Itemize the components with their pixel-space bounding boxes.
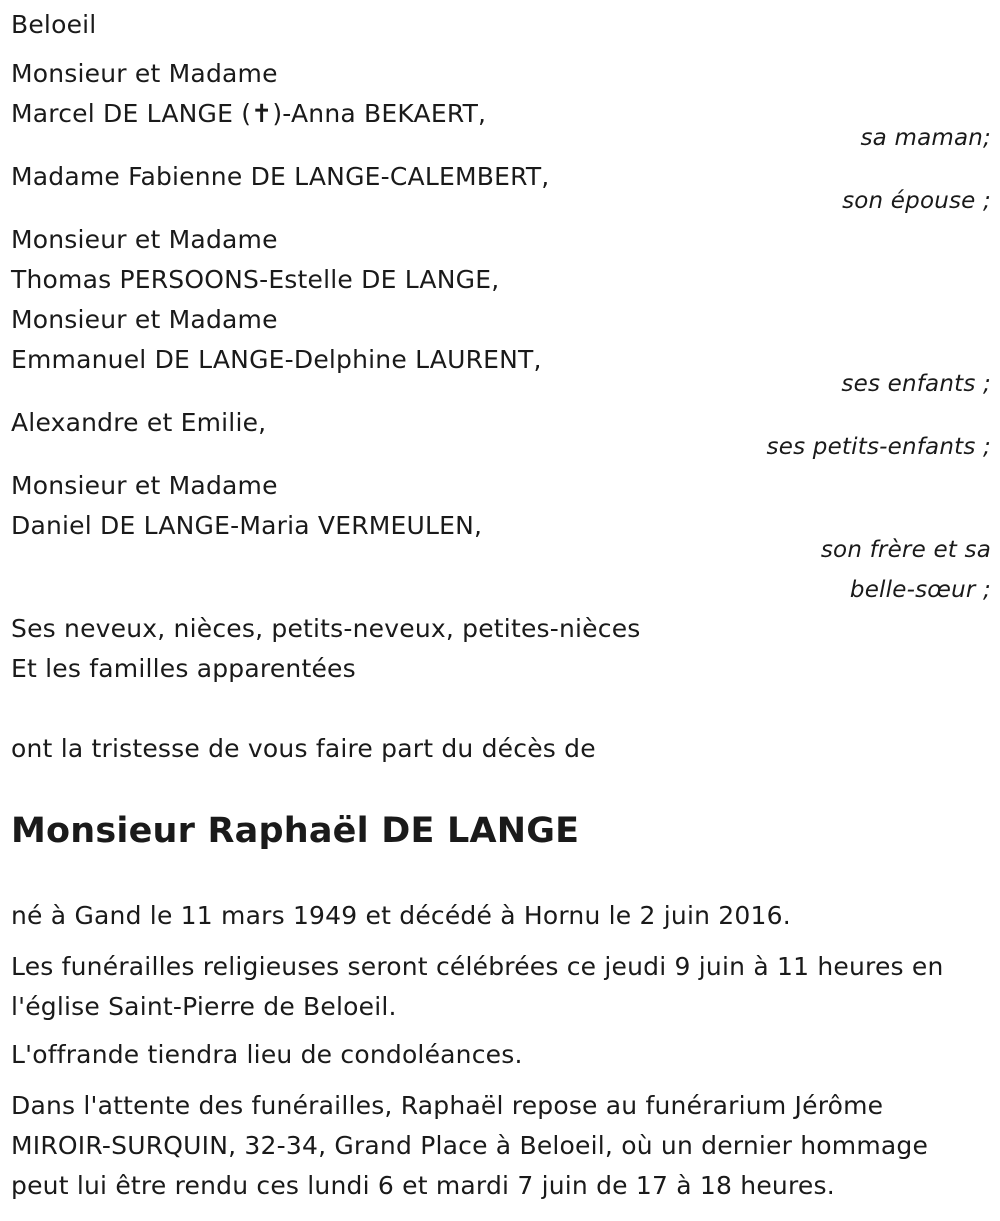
rest-line-2: MIROIR-SURQUIN, 32-34, Grand Place à Beloeil, où un dernier hommage	[11, 1131, 929, 1160]
deceased-name: Monsieur Raphaël DE LANGE	[11, 811, 580, 851]
children-line-3: Monsieur et Madame	[11, 305, 278, 334]
mother-line-1: Monsieur et Madame	[11, 59, 278, 88]
rest-line-3: peut lui être rendu ces lundi 6 et mardi 7 juin de 17 à 18 heures.	[11, 1171, 835, 1200]
children-line-4: Emmanuel DE LANGE-Delphine LAURENT,	[11, 345, 542, 374]
birth-death-line: né à Gand le 11 mars 1949 et décédé à Hornu le 2 juin 2016.	[11, 901, 791, 930]
brother-line-1: Monsieur et Madame	[11, 471, 278, 500]
mother-line-2: Marcel DE LANGE (✝)-Anna BEKAERT,	[11, 99, 487, 128]
obituary-notice	[11, 0, 991, 1221]
grandchildren-line-1: Alexandre et Emilie,	[11, 408, 267, 437]
brother-role-line-1: son frère et sa	[820, 537, 991, 563]
grandchildren-role: ses petits-enfants ;	[766, 434, 991, 460]
wife-role: son épouse ;	[842, 188, 991, 214]
others-line-1: Ses neveux, nièces, petits-neveux, petites-nièces	[11, 614, 641, 643]
others-line-2: Et les familles apparentées	[11, 654, 356, 683]
wife-line-1: Madame Fabienne DE LANGE-CALEMBERT,	[11, 162, 550, 191]
brother-line-2: Daniel DE LANGE-Maria VERMEULEN,	[11, 511, 483, 540]
rest-line-1: Dans l'attente des funérailles, Raphaël repose au funérarium Jérôme	[11, 1091, 884, 1120]
mother-role: sa maman;	[860, 125, 991, 151]
funeral-line-1: Les funérailles religieuses seront célébrées ce jeudi 9 juin à 11 heures en	[11, 952, 944, 981]
children-role: ses enfants ;	[841, 371, 991, 397]
location: Beloeil	[11, 10, 97, 39]
funeral-line-2: l'église Saint-Pierre de Beloeil.	[11, 992, 397, 1021]
children-line-2: Thomas PERSOONS-Estelle DE LANGE,	[11, 265, 500, 294]
children-line-1: Monsieur et Madame	[11, 225, 278, 254]
offering-line: L'offrande tiendra lieu de condoléances.	[11, 1040, 523, 1069]
announcement: ont la tristesse de vous faire part du décès de	[11, 734, 596, 763]
brother-role-line-2: belle-sœur ;	[849, 577, 991, 603]
